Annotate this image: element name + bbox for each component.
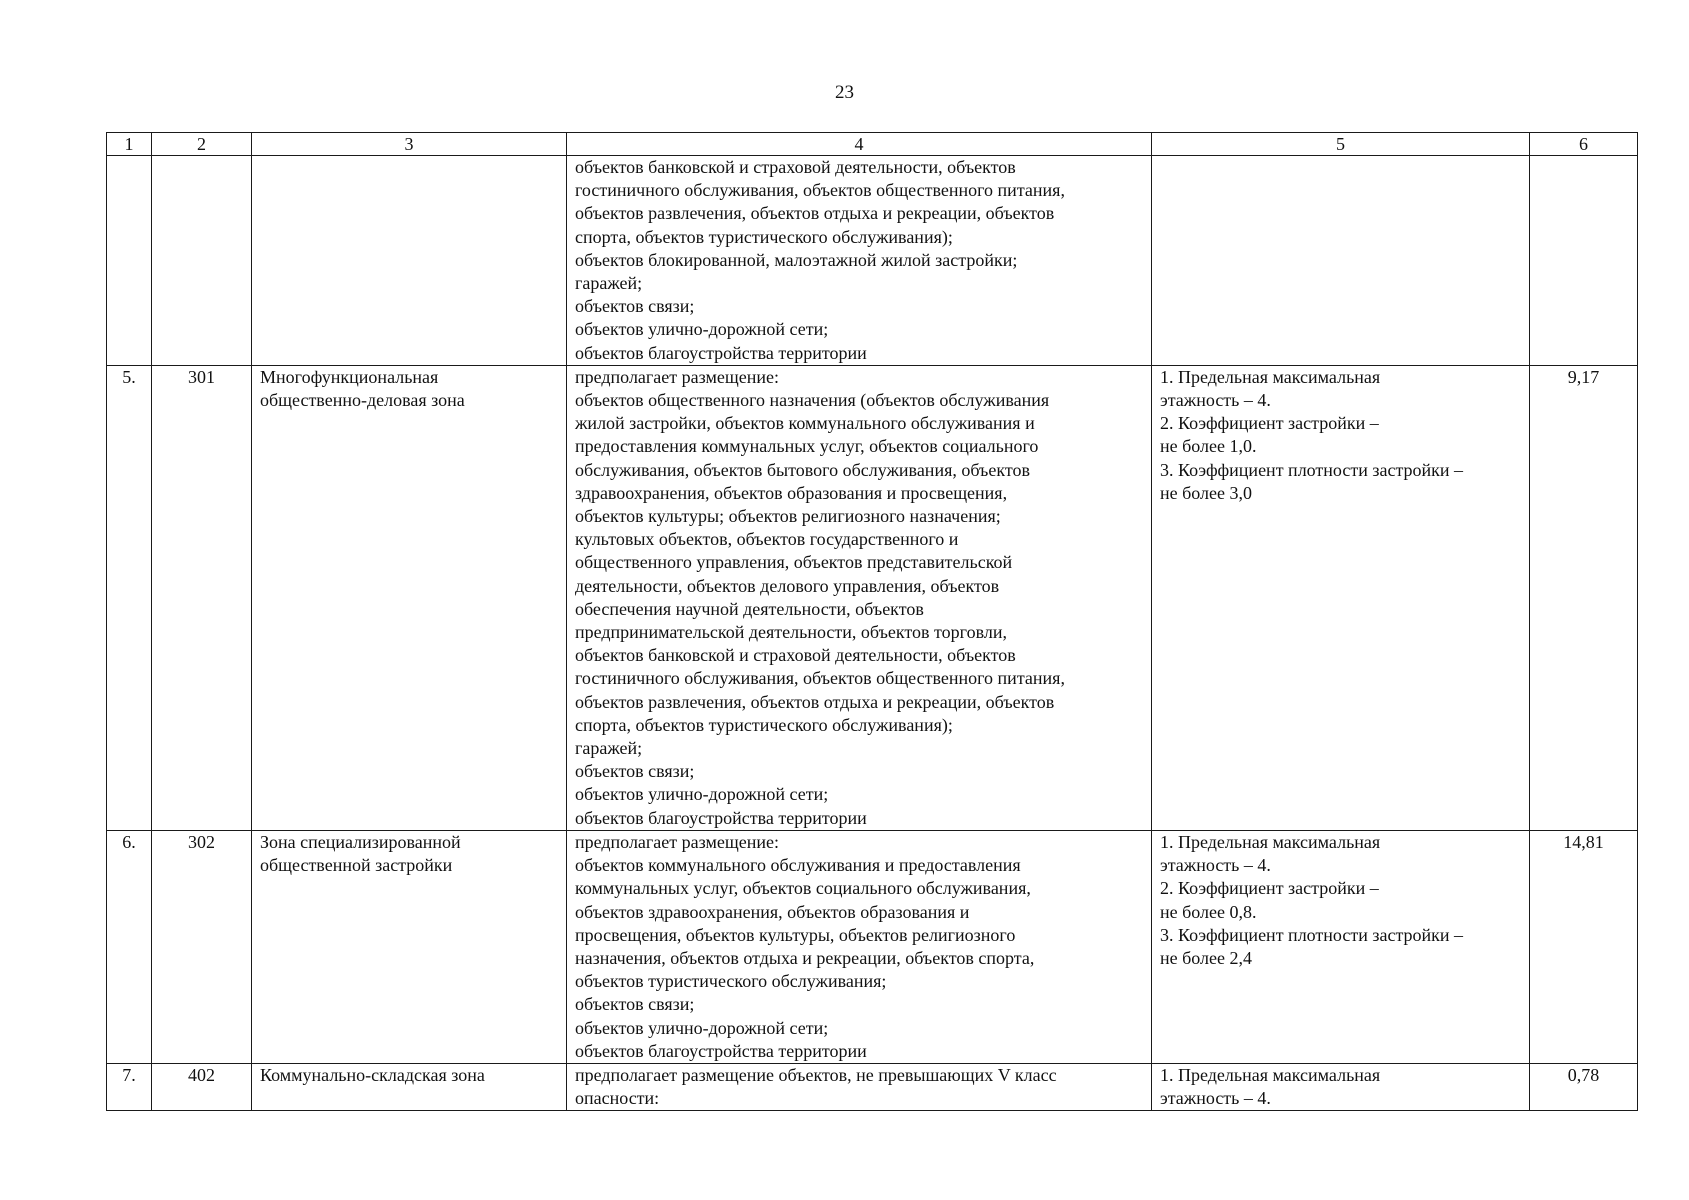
parameter-line: этажность – 4. xyxy=(1160,390,1271,411)
row-number-cell: 7. xyxy=(107,1063,152,1110)
permitted-use-line: коммунальных услуг, объектов социального обслуживания, xyxy=(575,878,1031,899)
permitted-use-line: гаражей; xyxy=(575,738,643,759)
permitted-use-line: объектов культуры; объектов религиозного назначения; xyxy=(575,506,1001,527)
column-header: 6 xyxy=(1530,133,1638,156)
row-number-cell: 5. xyxy=(107,365,152,830)
permitted-use-line: предполагает размещение объектов, не превышающих V класс xyxy=(575,1064,1057,1085)
zone-name-line: общественно-деловая зона xyxy=(260,390,465,411)
parameter-line: этажность – 4. xyxy=(1160,1088,1271,1109)
zone-name-cell xyxy=(252,1063,567,1110)
permitted-use-line: объектов благоустройства территории xyxy=(575,1040,867,1061)
permitted-use-line: объектов банковской и страховой деятельности, объектов xyxy=(575,157,1016,177)
permitted-use-line: общественного управления, объектов представительской xyxy=(575,552,1013,573)
parameter-line: этажность – 4. xyxy=(1160,855,1271,876)
table-row xyxy=(107,830,1638,1063)
permitted-use-line: опасности: xyxy=(575,1088,660,1109)
zone-code-cell: 302 xyxy=(152,830,252,1063)
column-header: 1 xyxy=(107,133,152,156)
parameters-cell xyxy=(1152,156,1530,366)
zones-table xyxy=(106,132,1638,1111)
permitted-use-line: объектов общественного назначения (объектов обслуживания xyxy=(575,390,1050,411)
zone-code-cell: 402 xyxy=(152,1063,252,1110)
permitted-use-line: спорта, объектов туристического обслуживания); xyxy=(575,226,953,247)
permitted-use-line: объектов связи; xyxy=(575,296,695,317)
permitted-use-line: предоставления коммунальных услуг, объектов социального xyxy=(575,436,1039,457)
table-row xyxy=(107,365,1638,830)
zone-name-cell xyxy=(252,830,567,1063)
permitted-use-line: объектов блокированной, малоэтажной жилой застройки; xyxy=(575,249,1018,270)
permitted-use-line: объектов благоустройства территории xyxy=(575,342,867,363)
permitted-use-line: культовых объектов, объектов государственного и xyxy=(575,529,959,550)
parameter-line: 1. Предельная максимальная xyxy=(1160,1064,1381,1085)
zone-code-cell: 301 xyxy=(152,365,252,830)
zone-name-cell xyxy=(252,365,567,830)
permitted-use-line: объектов связи; xyxy=(575,994,695,1015)
permitted-use-line: деятельности, объектов делового управления, объектов xyxy=(575,575,1000,596)
permitted-use-line: объектов коммунального обслуживания и предоставления xyxy=(575,855,1021,876)
zone-code-cell xyxy=(152,156,252,366)
permitted-use-line: предполагает размещение: xyxy=(575,366,779,387)
parameter-line: 3. Коэффициент плотности застройки – xyxy=(1160,924,1464,945)
permitted-use-line: объектов связи; xyxy=(575,761,695,782)
parameter-line: не более 0,8. xyxy=(1160,901,1257,922)
parameters-cell xyxy=(1152,830,1530,1063)
permitted-use-line: объектов банковской и страховой деятельности, объектов xyxy=(575,645,1016,666)
parameter-line: 2. Коэффициент застройки – xyxy=(1160,878,1379,899)
parameter-line: 3. Коэффициент плотности застройки – xyxy=(1160,459,1464,480)
permitted-use-line: обслуживания, объектов бытового обслуживания, объектов xyxy=(575,459,1030,480)
permitted-use-line: объектов развлечения, объектов отдыха и рекреации, объектов xyxy=(575,203,1055,224)
parameter-line: не более 2,4 xyxy=(1160,947,1253,968)
permitted-use-line: объектов улично-дорожной сети; xyxy=(575,784,829,805)
table-row xyxy=(107,1063,1638,1110)
table-header-row xyxy=(107,133,1638,156)
permitted-use-line: объектов здравоохранения, объектов образования и xyxy=(575,901,970,922)
permitted-use-line: здравоохранения, объектов образования и просвещения, xyxy=(575,482,1008,503)
permitted-use-line: объектов развлечения, объектов отдыха и рекреации, объектов xyxy=(575,691,1055,712)
permitted-use-line: жилой застройки, объектов коммунального обслуживания и xyxy=(575,413,1035,434)
permitted-use-cell xyxy=(567,830,1152,1063)
permitted-use-line: предполагает размещение: xyxy=(575,831,779,852)
permitted-use-cell xyxy=(567,1063,1152,1110)
zone-name-line: Коммунально-складская зона xyxy=(260,1064,485,1085)
column-header: 2 xyxy=(152,133,252,156)
page-number: 23 xyxy=(835,82,854,103)
parameter-line: 1. Предельная максимальная xyxy=(1160,831,1381,852)
area-cell xyxy=(1530,156,1638,366)
area-cell: 0,78 xyxy=(1530,1063,1638,1110)
permitted-use-line: просвещения, объектов культуры, объектов религиозного xyxy=(575,924,1016,945)
parameter-line: 1. Предельная максимальная xyxy=(1160,366,1381,387)
permitted-use-line: объектов улично-дорожной сети; xyxy=(575,1017,829,1038)
table-body xyxy=(107,156,1638,1111)
area-cell: 14,81 xyxy=(1530,830,1638,1063)
parameters-cell xyxy=(1152,365,1530,830)
zone-name-line: общественной застройки xyxy=(260,855,453,876)
row-number-cell: 6. xyxy=(107,830,152,1063)
permitted-use-line: назначения, объектов отдыха и рекреации, объектов спорта, xyxy=(575,947,1035,968)
permitted-use-line: объектов туристического обслуживания; xyxy=(575,971,887,992)
permitted-use-line: объектов благоустройства территории xyxy=(575,807,867,828)
table-row xyxy=(107,156,1638,366)
zone-name-line: Многофункциональная xyxy=(260,366,439,387)
parameter-line: не более 3,0 xyxy=(1160,482,1253,503)
permitted-use-line: спорта, объектов туристического обслуживания); xyxy=(575,714,953,735)
zone-name-cell xyxy=(252,156,567,366)
row-number-cell xyxy=(107,156,152,366)
column-header: 3 xyxy=(252,133,567,156)
permitted-use-line: гаражей; xyxy=(575,273,643,294)
parameters-cell xyxy=(1152,1063,1530,1110)
permitted-use-line: объектов улично-дорожной сети; xyxy=(575,319,829,340)
permitted-use-line: гостиничного обслуживания, объектов общественного питания, xyxy=(575,668,1065,689)
permitted-use-line: обеспечения научной деятельности, объектов xyxy=(575,598,924,619)
permitted-use-cell xyxy=(567,365,1152,830)
parameter-line: не более 1,0. xyxy=(1160,436,1257,457)
permitted-use-line: предпринимательской деятельности, объектов торговли, xyxy=(575,622,1007,643)
permitted-use-cell xyxy=(567,156,1152,366)
parameter-line: 2. Коэффициент застройки – xyxy=(1160,413,1379,434)
zone-name-line: Зона специализированной xyxy=(260,831,461,852)
area-cell: 9,17 xyxy=(1530,365,1638,830)
permitted-use-line: гостиничного обслуживания, объектов общественного питания, xyxy=(575,180,1065,201)
column-header: 4 xyxy=(567,133,1152,156)
column-header: 5 xyxy=(1152,133,1530,156)
